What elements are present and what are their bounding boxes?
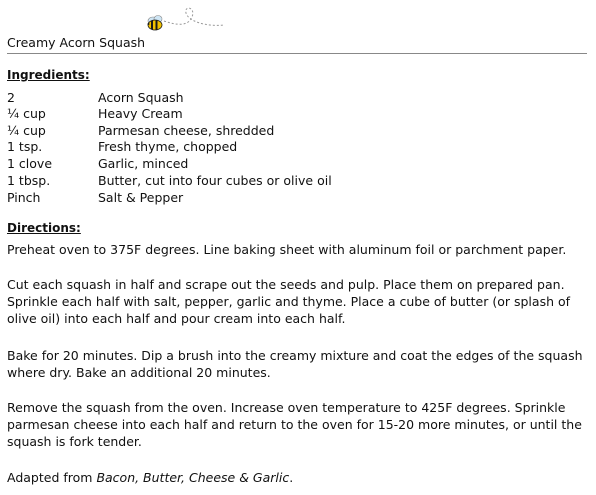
source-book-title: Bacon, Butter, Cheese & Garlic [96, 470, 290, 485]
source-credit [7, 469, 587, 486]
ingredient-item: Garlic, minced [98, 156, 189, 171]
ingredient-item: Parmesan cheese, shredded [98, 123, 275, 138]
source-prefix: Adapted from [7, 470, 97, 485]
title-divider [7, 53, 587, 54]
ingredient-item: Acorn Squash [98, 90, 184, 105]
ingredient-qty: 1 clove [7, 156, 53, 171]
ingredients-heading: Ingredients: [7, 68, 90, 82]
ingredient-qty: ¼ cup [7, 123, 46, 138]
ingredient-qty: 2 [7, 90, 15, 105]
ingredient-item: Salt & Pepper [98, 190, 184, 205]
ingredient-qty: ¼ cup [7, 106, 46, 121]
ingredient-item: Butter, cut into four cubes or olive oil [98, 173, 332, 188]
direction-step: Preheat oven to 375F degrees. Line baking sheet with aluminum foil or parchment paper. [7, 242, 567, 257]
directions-heading: Directions: [7, 221, 81, 235]
direction-step: Bake for 20 minutes. Dip a brush into the creamy mixture and coat the edges of the squash where dry. Bake an additional 20 minutes. [7, 348, 583, 380]
source-suffix: . [289, 470, 294, 485]
ingredient-qty: 1 tbsp. [7, 173, 51, 188]
ingredient-qty: 1 tsp. [7, 139, 43, 154]
direction-step: Cut each squash in half and scrape out the seeds and pulp. Place them on prepared pan. Sprinkle each half with salt, pepper, garlic and thyme. Place a cube of butter (or splash of olive oil) into each half and pour cream into each half. [7, 277, 571, 326]
bee-icon [146, 3, 226, 33]
ingredient-item: Heavy Cream [98, 106, 183, 121]
direction-step: Remove the squash from the oven. Increase oven temperature to 425F degrees. Sprinkle parmesan cheese into each half and return to the oven for 15-20 more minutes, or until the squash is fork tender. [7, 400, 582, 449]
ingredient-qty: Pinch [7, 190, 41, 205]
ingredient-item: Fresh thyme, chopped [98, 139, 238, 154]
recipe-title: Creamy Acorn Squash [7, 35, 146, 50]
